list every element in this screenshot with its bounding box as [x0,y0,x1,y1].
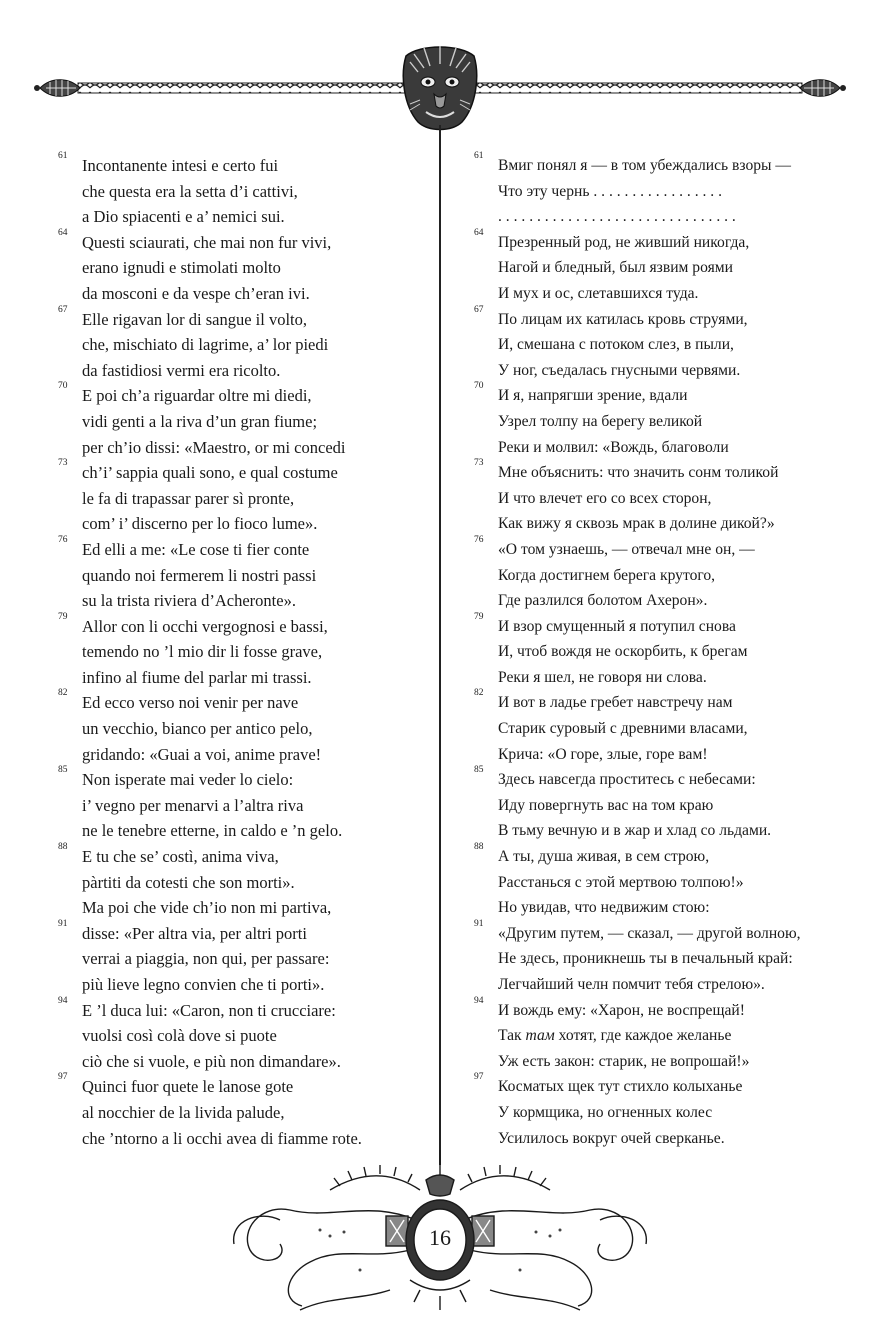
verse-number: 91 [474,918,484,929]
stanza [474,534,854,614]
verse-number: 88 [58,842,68,853]
stanza [474,995,854,1075]
verse-number: 94 [474,995,484,1006]
bottom-cartouche [220,1150,660,1320]
stanza [474,153,854,230]
verse-line: У ног, съедалась гнусными червями. [498,361,741,379]
verse-line: Крича: «О горе, злые, горе вам! [498,745,708,763]
stanza [474,767,854,844]
verse-line: vidi genti a la riva d’un gran fiume; [82,411,318,431]
verse-number: 61 [474,151,484,161]
verse-line: И взор смущенный я потупил снова [498,617,736,635]
verse-line: Elle rigavan lor di sangue il volto, [82,309,307,329]
verse-line: più lieve legno convien che ti porti». [82,975,325,994]
stanza [58,383,430,460]
verse-line: ne le tenebre etterne, in caldo e ’n gelo. [82,821,343,841]
verse-line: E poi ch’a riguardar oltre mi diedi, [82,386,312,406]
verse-line: А ты, душа живая, в сем строю, [498,848,710,866]
stanza [474,304,854,384]
verse-line: disse: «Per altra via, per altri porti [82,923,307,943]
verse-line: Нагой и бледный, был язвим роями [498,259,733,277]
verse-line: da fastidiosi vermi era ricolto. [82,360,281,380]
verse-number: 97 [58,1072,68,1083]
verse-line: . . . . . . . . . . . . . . . . . . . . . . . . . . . . . . . [498,208,736,226]
italian-text-column [58,153,430,1151]
stanza [474,844,854,921]
verse-number: 67 [474,304,484,315]
stanza [474,383,854,460]
verse-number: 73 [474,458,484,469]
verse-line: Где разлился болотом Ахерон». [498,592,708,610]
verse-line: su la trista riviera d’Acheronte». [82,591,296,611]
verse-line: da mosconi e da vespe ch’eran ivi. [82,283,310,303]
verse-number: 76 [474,534,484,545]
verse-line: E ’l duca lui: «Caron, non ti crucciare: [82,1000,336,1020]
verse-line: a Dio spiacenti e a’ nemici sui. [82,207,285,227]
verse-number: 64 [58,227,68,238]
verse-line: Ed elli a me: «Le cose ti fier conte [82,539,310,559]
verse-line: И я, напрягши зрение, вдали [498,387,688,405]
verse-line: ch’i’ sappia quali sono, e qual costume [82,463,338,483]
stanza [474,918,854,998]
verse-line: che questa era la setta d’i cattivi, [82,181,298,201]
verse-line: Старик суровый с древними власами, [498,720,748,738]
verse-line: «Другим путем, — сказал, — другой волною, [498,924,801,942]
verse-line: quando noi fermerem li nostri passi [82,565,317,585]
verse-line: com’ i’ discerno per lo fioco lume». [82,514,318,534]
stanza [474,227,854,307]
verse-line: infino al fiume del parlar mi trassi. [82,667,312,687]
verse-number: 70 [474,381,484,392]
verse-number: 70 [58,381,68,392]
stanza [58,460,430,537]
stanza [58,690,430,767]
verse-line: Реки я шел, не говоря ни слова. [498,668,707,686]
verse-line: И мух и ос, слетавшихся туда. [498,284,699,302]
stanza [58,995,430,1075]
verse-line: И вождь ему: «Харон, не воспрещай! [498,1001,745,1019]
verse-line: Уж есть закон: старик, не вопрошай!» [498,1052,750,1070]
verse-line: vuolsi così colà dove si puote [82,1026,277,1046]
verse-line: У кормщика, но огненных колес [498,1103,713,1121]
verse-line: Что эту чернь . . . . . . . . . . . . . . . . . [498,182,723,200]
verse-line: le fa di trapassar parer sì pronte, [82,488,295,508]
verse-number: 91 [58,918,68,929]
stanza [58,534,430,614]
verse-number: 76 [58,534,68,545]
verse-line: i’ vegno per menarvi a l’altra riva [82,795,304,815]
verse-line: Non isperate mai veder lo cielo: [82,770,294,790]
verse-number: 82 [58,688,68,699]
stanza [58,153,430,230]
verse-number: 97 [474,1072,484,1083]
verse-line: И вот в ладье гребет навстречу нам [498,694,733,712]
verse-line: «О том узнаешь, — отвечал мне он, — [498,540,755,558]
verse-line: В тьму вечную и в жар и хлад со льдами. [498,822,772,840]
verse-line: Усилилось вокруг очей сверканье. [498,1129,725,1147]
verse-line: И, чтоб вождя не оскорбить, к брегам [498,643,748,661]
verse-line: Легчайший челн помчит тебя стрелою». [498,976,765,993]
verse-line: Косматых щек тут стихло колыханье [498,1078,743,1096]
verse-line: verrai a piaggia, non qui, per passare: [82,949,330,969]
verse-line: Ma poi che vide ch’io non mi partiva, [82,898,332,918]
verse-number: 85 [474,765,484,776]
verse-line: По лицам их катилась кровь струями, [498,310,748,328]
stanza [58,611,430,691]
verse-number: 64 [474,227,484,238]
verse-number: 79 [58,611,68,622]
verse-line: Quinci fuor quete le lanose gote [82,1077,294,1097]
stanza [58,844,430,921]
column-divider [438,125,442,1165]
verse-line: Incontanente intesi e certo fui [82,156,279,175]
verse-number: 82 [474,688,484,699]
page-number: 16 [429,1225,451,1250]
verse-line: И что влечет его со всех сторон, [498,489,712,507]
verse-line: Но увидав, что недвижим стою: [498,899,710,917]
verse-line: Allor con li occhi vergognosi e bassi, [82,616,328,636]
verse-number: 85 [58,765,68,776]
verse-line: pàrtiti da cotesti che son morti». [82,872,295,892]
verse-line: Как вижу я сквозь мрак в долине дикой?» [498,515,775,533]
verse-number: 79 [474,611,484,622]
verse-line: E tu che se’ costì, anima viva, [82,847,279,867]
stanza [58,227,430,307]
stanza [474,1074,854,1151]
verse-number: 88 [474,842,484,853]
verse-line: che, mischiato di lagrime, a’ lor piedi [82,335,329,355]
verse-number: 94 [58,995,68,1006]
verse-number: 73 [58,458,68,469]
stanza [58,918,430,998]
verse-line: Вмиг понял я — в том убеждались взоры — [498,157,792,174]
verse-line: per ch’io dissi: «Maestro, or mi concedi [82,437,346,457]
russian-text-column [474,153,854,1151]
verse-line: Questi sciaurati, che mai non fur vivi, [82,232,332,252]
stanza [474,460,854,537]
verse-line: un vecchio, bianco per antico pelo, [82,719,313,739]
verse-line: Узрел толпу на берегу великой [498,412,703,430]
verse-line: al nocchier de la livida palude, [82,1102,285,1122]
verse-number: 67 [58,304,68,315]
verse-line: Когда достигнем берега крутого, [498,566,716,584]
stanza [474,611,854,691]
verse-line: gridando: «Guai a voi, anime prave! [82,744,322,764]
verse-line: erano ignudi e stimolati molto [82,258,281,278]
verse-line: Иду повергнуть вас на том краю [498,796,714,814]
verse-line: Ed ecco verso noi venir per nave [82,693,299,713]
stanza [474,690,854,767]
verse-line: ciò che si vuole, e più non dimandare». [82,1051,341,1071]
verse-number: 61 [58,151,68,161]
verse-line: Мне объяснить: что значить сонм толикой [498,464,779,482]
verse-line: Так там хотят, где каждое желанье [498,1027,732,1045]
page-number-medallion [416,1214,464,1262]
stanza [58,304,430,384]
verse-line: Реки и молвил: «Вождь, благоволи [498,438,729,456]
verse-line: Презренный род, не живший никогда, [498,233,750,251]
verse-line: che ’ntorno a li occhi avea di fiamme rote. [82,1128,362,1148]
verse-line: Здесь навсегда проститесь с небесами: [498,771,756,789]
stanza [58,767,430,844]
stanza [58,1074,430,1151]
verse-line: И, смешана с потоком слез, в пыли, [498,336,734,354]
verse-line: Не здесь, проникнешь ты в печальный край: [498,950,793,968]
verse-line: Расстанься с этой мертвою толпою!» [498,873,744,891]
verse-line: temendo no ’l mio dir li fosse grave, [82,642,323,662]
